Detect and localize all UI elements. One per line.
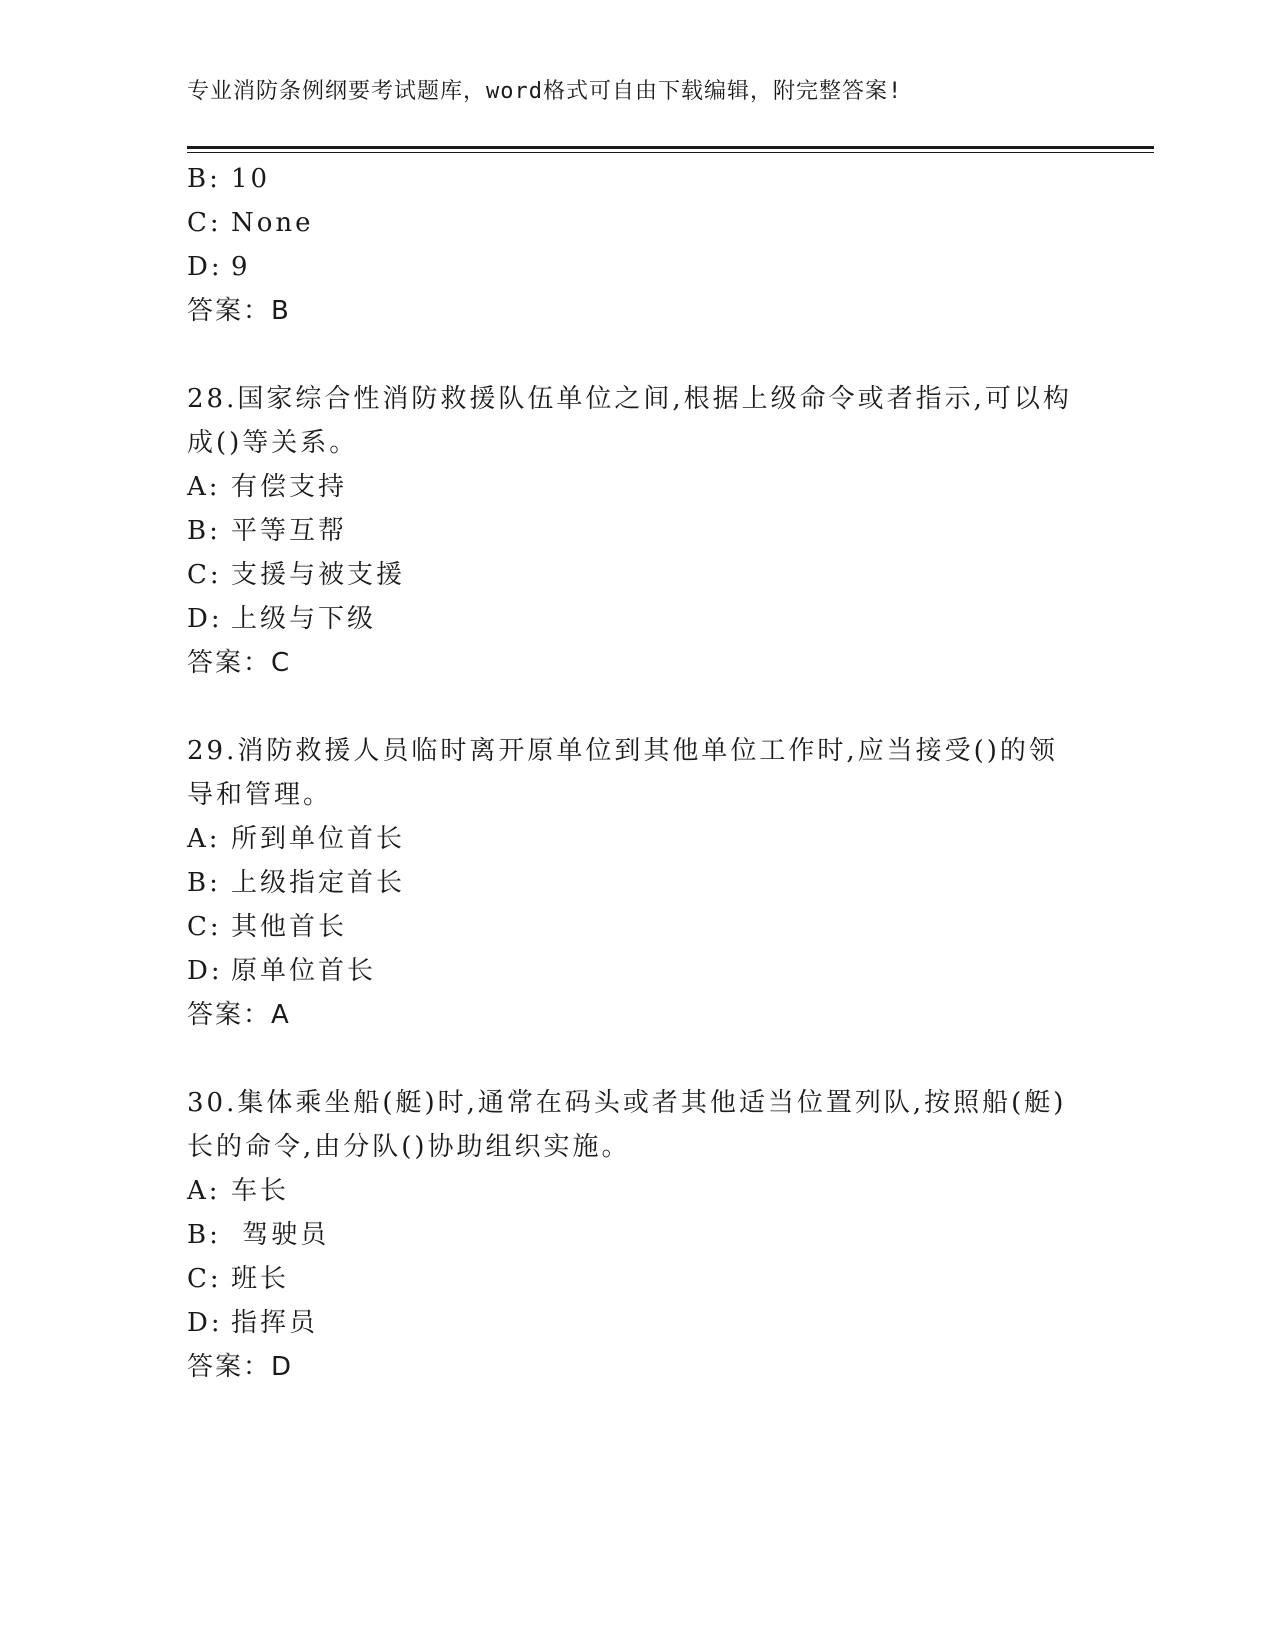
option-label: A:	[187, 472, 221, 502]
option-text: 指挥员	[231, 1308, 319, 1338]
option-label: D:	[187, 252, 223, 282]
header-rule-thin	[187, 152, 1154, 153]
option-c	[187, 207, 314, 239]
option-d	[187, 603, 376, 635]
option-label: C:	[187, 1264, 222, 1294]
option-label: C:	[187, 208, 222, 238]
option-d	[187, 1307, 318, 1339]
option-label: B:	[187, 1220, 221, 1250]
option-text: 上级指定首长	[231, 868, 406, 898]
option-text: 10	[231, 164, 271, 194]
option-label: A:	[187, 1176, 221, 1206]
question-text: 28.国家综合性消防救援队伍单位之间,根据上级命令或者指示,可以构	[187, 384, 1072, 414]
question-text-continued: 导和管理。	[187, 780, 333, 810]
question-text-continued: 长的命令,由分队()协助组织实施。	[187, 1132, 631, 1162]
option-text: 原单位首长	[231, 956, 377, 986]
option-text: 平等互帮	[231, 516, 348, 546]
option-label: A:	[187, 824, 221, 854]
option-text: 车长	[231, 1176, 290, 1206]
answer: 答案：D	[187, 1352, 294, 1382]
option-text: 9	[231, 252, 251, 282]
option-text: 班长	[231, 1264, 290, 1294]
option-label: D:	[187, 956, 223, 986]
answer: 答案：B	[187, 296, 291, 326]
page-header: 专业消防条例纲要考试题库，word格式可自由下载编辑，附完整答案!	[187, 79, 903, 104]
answer: 答案：A	[187, 1000, 291, 1030]
option-a	[187, 1175, 289, 1207]
option-text: 有偿支持	[231, 472, 348, 502]
option-label: B:	[187, 516, 221, 546]
option-a	[187, 823, 405, 855]
option-d	[187, 955, 376, 987]
question-text: 30.集体乘坐船(艇)时,通常在码头或者其他适当位置列队,按照船(艇)	[187, 1088, 1067, 1118]
option-c	[187, 559, 405, 591]
question-text: 29.消防救援人员临时离开原单位到其他单位工作时,应当接受()的领	[187, 736, 1058, 766]
option-text: 其他首长	[231, 912, 348, 942]
option-d	[187, 251, 251, 283]
option-c	[187, 1263, 289, 1295]
option-b	[187, 867, 405, 899]
option-a	[187, 471, 347, 503]
question-text-continued: 成()等关系。	[187, 428, 359, 458]
option-text: 驾驶员	[231, 1220, 330, 1250]
option-text: 上级与下级	[231, 604, 377, 634]
option-label: C:	[187, 560, 222, 590]
option-text: 所到单位首长	[231, 824, 406, 854]
option-b	[187, 1219, 329, 1251]
option-label: C:	[187, 912, 222, 942]
option-b	[187, 515, 347, 547]
option-text: None	[231, 208, 314, 238]
option-label: D:	[187, 1308, 223, 1338]
header-rule-thick	[187, 146, 1154, 149]
option-text: 支援与被支援	[231, 560, 406, 590]
option-label: B:	[187, 164, 221, 194]
option-b	[187, 163, 270, 195]
option-c	[187, 911, 347, 943]
option-label: B:	[187, 868, 221, 898]
option-label: D:	[187, 604, 223, 634]
answer: 答案：C	[187, 648, 292, 678]
